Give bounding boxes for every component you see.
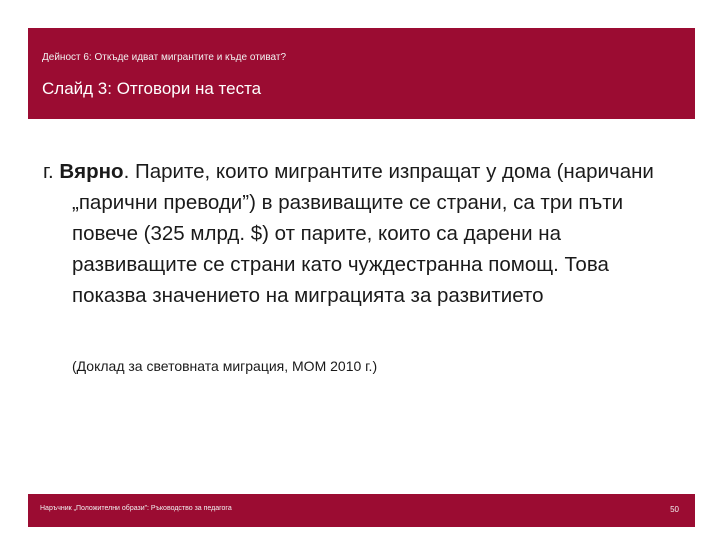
answer-paragraph (43, 156, 683, 311)
slide-body (43, 156, 683, 311)
answer-explanation: . Парите, които мигрантите изпращат у дома (наричани „парични преводи”) в развиващите се страни, са три пъти повече (325 млрд. $) от парите, които са дарени на развиващите се страни като чуждестранна помощ. Това показва значението на миграцията за развитието (72, 160, 654, 307)
answer-verdict: Вярно (59, 160, 124, 183)
answer-letter: г. (43, 160, 60, 183)
slide-header (28, 28, 695, 119)
activity-subtitle: Дейност 6: Откъде идват мигрантите и къде отиват? (42, 52, 287, 63)
footer-text: Наръчник „Положителни образи”: Ръководство за педагога (40, 505, 232, 512)
slide-footer (28, 494, 695, 527)
slide-title: Слайд 3: Отговори на теста (42, 79, 262, 98)
page-number: 50 (670, 505, 679, 514)
source-citation: (Доклад за световната миграция, МОМ 2010 г.) (72, 358, 378, 374)
